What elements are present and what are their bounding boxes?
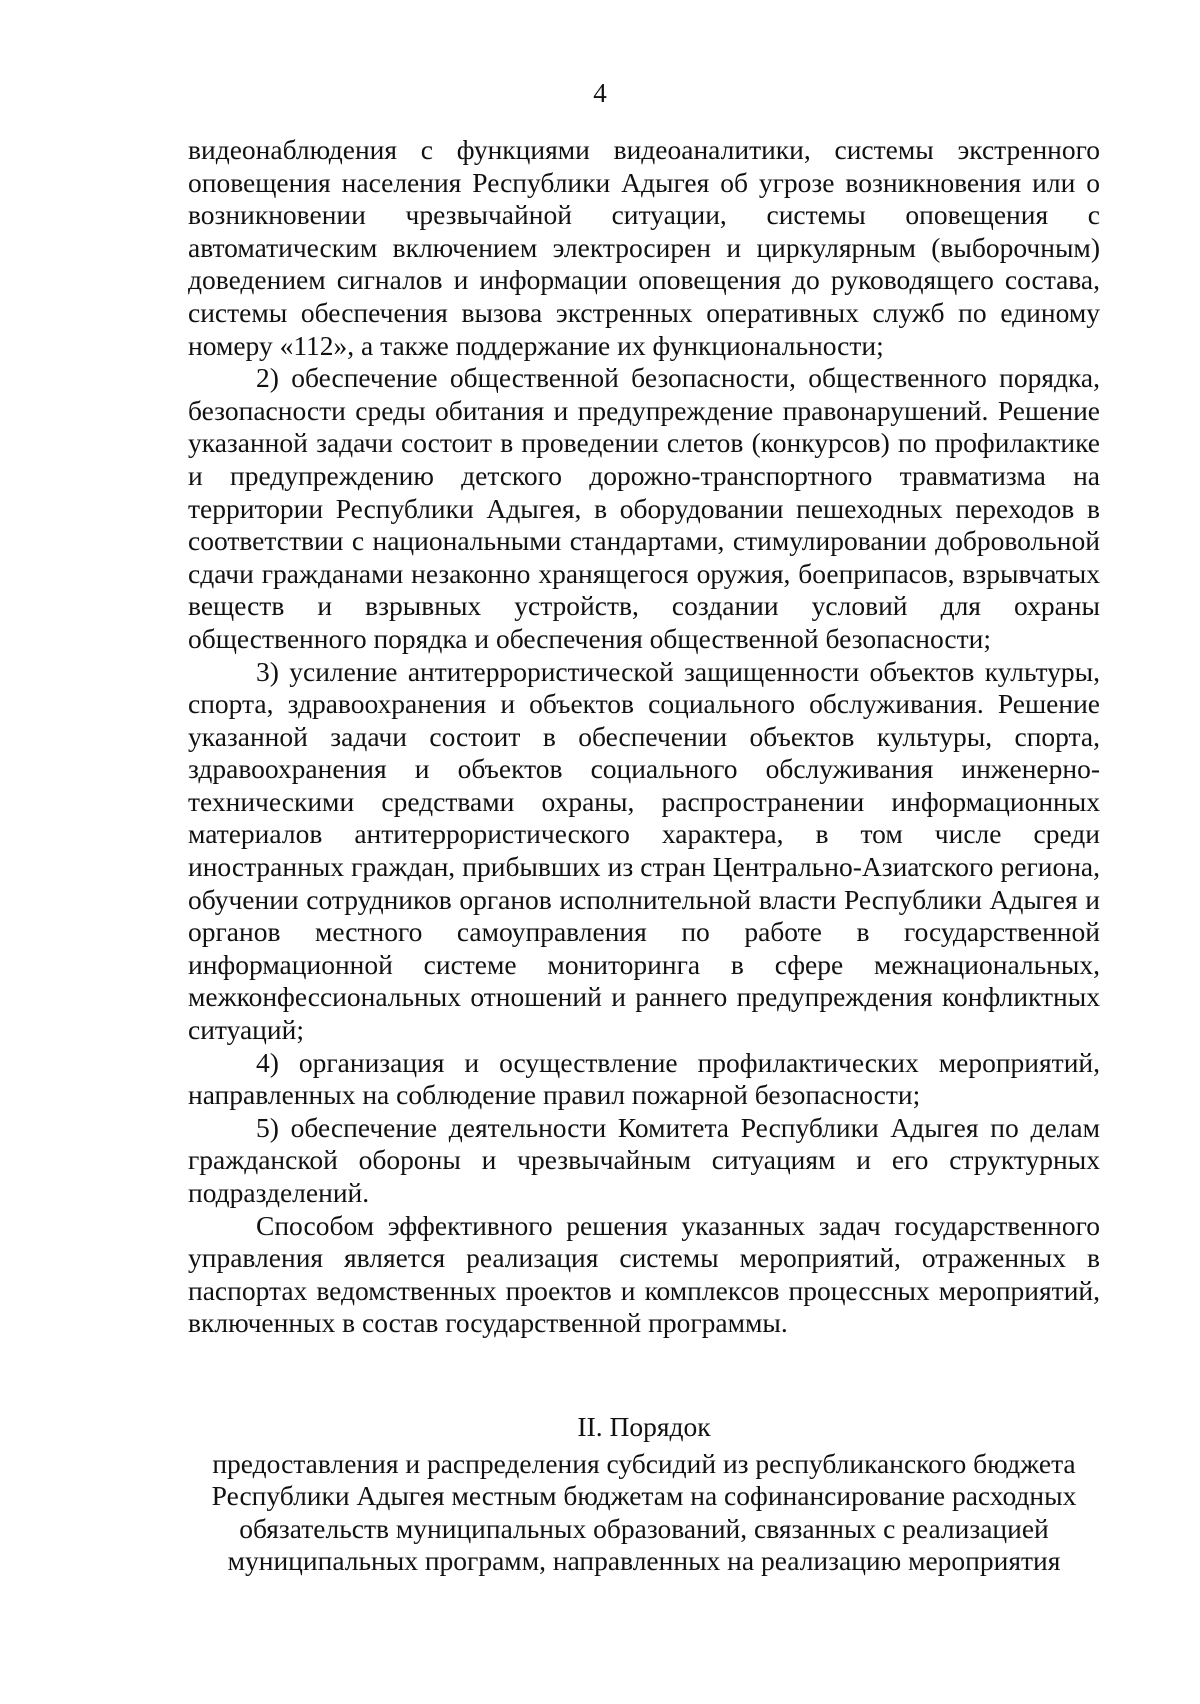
section-subtitle: предоставления и распределения субсидий из республиканского бюджета Республики Адыгея местным бюджетам на софинансирование расходных обязательств муниципальных образований, связанных с реализацией муниципальных программ, направленных на реализацию мероприятия — [211, 1447, 1077, 1577]
paragraph-item-2: 2) обеспечение общественной безопасности, общественного порядка, безопасности среды обитания и предупреждение правонарушений. Решение указанной задачи состоит в проведении слетов (конкурсов) по профилактике и предупреждению детского дорожно-транспортного травматизма на территории Республики Адыгея, в оборудовании пешеходных переходов в соответствии с национальными стандартами, стимулировании добровольной сдачи гражданами незаконно хранящегося оружия, боеприпасов, взрывчатых веществ и взрывных устройств, создании условий для охраны общественного порядка и обеспечения общественной безопасности; — [188, 362, 1100, 654]
paragraph-item-4: 4) организация и осуществление профилактических мероприятий, направленных на соблюдение правил пожарной безопасности; — [188, 1046, 1100, 1111]
section-heading — [188, 1411, 1100, 1578]
page-number: 4 — [593, 78, 607, 108]
paragraph-item-5: 5) обеспечение деятельности Комитета Республики Адыгея по делам гражданской обороны и чрезвычайным ситуациям и его структурных подразделений. — [188, 1111, 1100, 1208]
paragraph-continuation: видеонаблюдения с функциями видеоаналитики, системы экстренного оповещения населения Республики Адыгея об угрозе возникновения или о возникновении чрезвычайной ситуации, системы оповещения с автоматическим включением электросирен и циркулярным (выборочным) доведением сигналов и информации оповещения до руководящего состава, системы обеспечения вызова экстренных оперативных служб по единому номеру «112», а также поддержание их функциональности; — [188, 134, 1100, 361]
paragraph-item-3: 3) усиление антитеррористической защищенности объектов культуры, спорта, здравоохранения и объектов социального обслуживания. Решение указанной задачи состоит в обеспечении объектов культуры, спорта, здравоохранения и объектов социального обслуживания инженерно-техническими средствами охраны, распространении информационных материалов антитеррористического характера, в том числе среди иностранных граждан, прибывших из стран Центрально-Азиатского региона, обучении сотрудников органов исполнительной власти Республики Адыгея и органов местного самоуправления по работе в государственной информационной системе мониторинга в сфере межнациональных, межконфессиональных отношений и раннего предупреждения конфликтных ситуаций; — [188, 655, 1100, 1046]
section-title: II. Порядок — [577, 1411, 711, 1442]
document-body — [188, 134, 1100, 1340]
paragraph-method: Способом эффективного решения указанных задач государственного управления является реализация системы мероприятий, отраженных в паспортах ведомственных проектов и комплексов процессных мероприятий, включенных в состав государственной программы. — [188, 1209, 1100, 1339]
